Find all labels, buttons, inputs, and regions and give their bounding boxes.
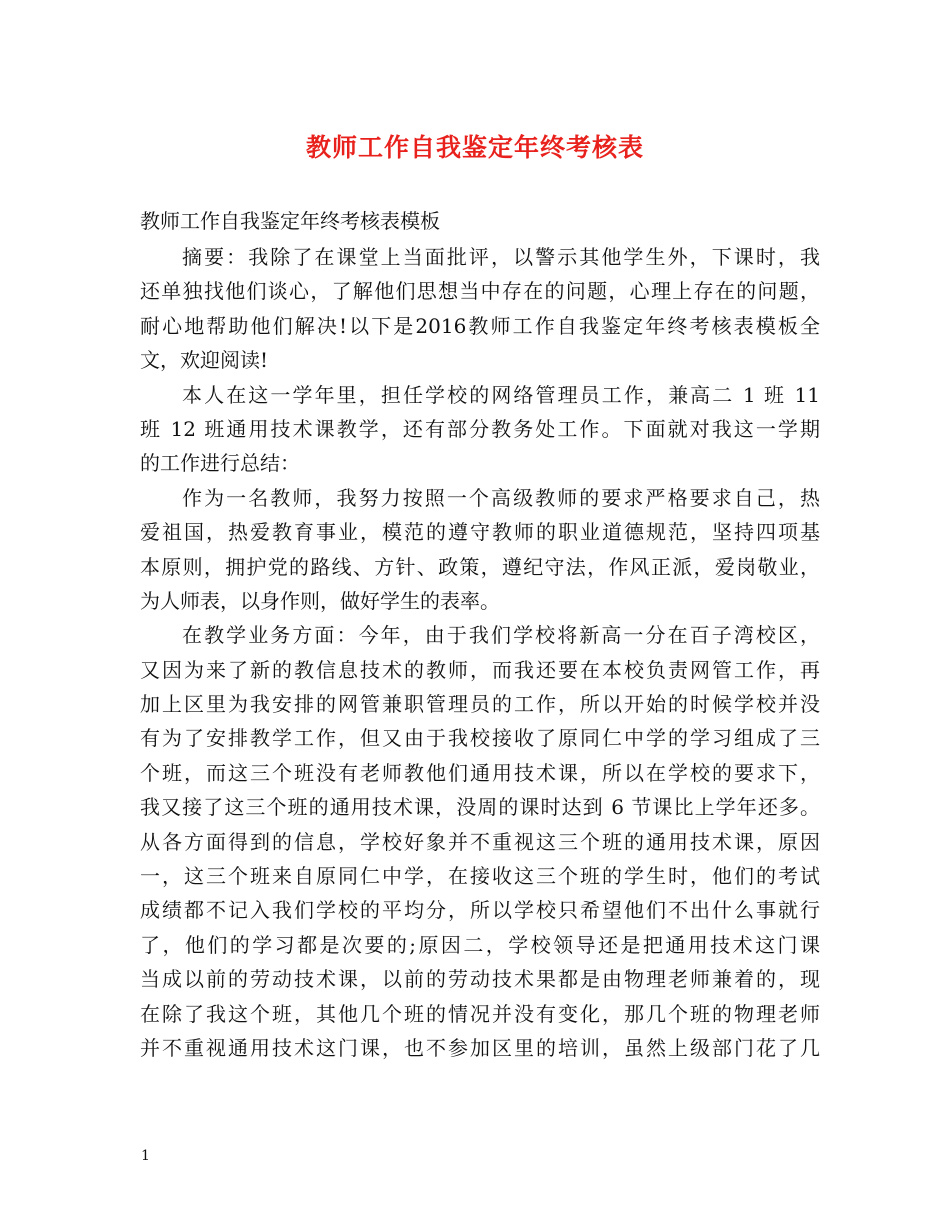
paragraph-line: 并不重视通用技术这门课，也不参加区里的培训，虽然上级部门花了几 [140, 1035, 820, 1060]
page-number: 1 [141, 1148, 150, 1164]
paragraph-line: 我又接了这三个班的通用技术课，没周的课时达到 6 节课比上学年还多。 [140, 795, 820, 820]
document-subtitle: 教师工作自我鉴定年终考核表模板 [140, 209, 440, 233]
paragraph-line: 作为一名教师，我努力按照一个高级教师的要求严格要求自己，热 [182, 485, 820, 510]
paragraph-line: 当成以前的劳动技术课，以前的劳动技术果都是由物理老师兼着的，现 [140, 967, 820, 992]
paragraph-line: 加上区里为我安排的网管兼职管理员的工作，所以开始的时候学校并没 [140, 692, 820, 717]
paragraph-line: 在教学业务方面：今年，由于我们学校将新高一分在百子湾校区， [182, 623, 820, 648]
paragraph-line: 耐心地帮助他们解决!以下是2016教师工作自我鉴定年终考核表模板全 [140, 313, 820, 338]
paragraph-line: 个班，而这三个班没有老师教他们通用技术课，所以在学校的要求下， [140, 760, 820, 785]
paragraph-line: 从各方面得到的信息，学校好象并不重视这三个班的通用技术课，原因 [140, 829, 820, 854]
paragraph-line: 一，这三个班来自原同仁中学，在接收这三个班的学生时，他们的考试 [140, 864, 820, 889]
paragraph-line: 在除了我这个班，其他几个班的情况并没有变化，那几个班的物理老师 [140, 1001, 820, 1026]
paragraph-line: 有为了安排教学工作，但又由于我校接收了原同仁中学的学习组成了三 [140, 726, 820, 751]
paragraph-line: 又因为来了新的教信息技术的教师，而我还要在本校负责网管工作，再 [140, 657, 820, 682]
paragraph-line: 摘要：我除了在课堂上当面批评，以警示其他学生外，下课时，我 [182, 245, 820, 269]
paragraph-line: 的工作进行总结： [140, 451, 300, 476]
paragraph-line: 班 12 班通用技术课教学，还有部分教务处工作。下面就对我这一学期 [140, 416, 820, 441]
document-body [140, 240, 820, 1065]
paragraph-line: 为人师表，以身作则，做好学生的表率。 [140, 588, 500, 613]
paragraph-line: 本原则，拥护党的路线、方针、政策，遵纪守法，作风正派，爱岗敬业， [140, 554, 820, 579]
paragraph-line: 成绩都不记入我们学校的平均分，所以学校只希望他们不出什么事就行 [140, 898, 820, 923]
paragraph-line: 文，欢迎阅读! [140, 348, 269, 373]
paragraph-line: 本人在这一学年里，担任学校的网络管理员工作，兼高二 1 班 11 [182, 382, 820, 407]
paragraph-line: 爱祖国，热爱教育事业，模范的遵守教师的职业道德规范，坚持四项基 [140, 520, 820, 545]
document-title: 教师工作自我鉴定年终考核表 [305, 133, 644, 162]
paragraph-line: 还单独找他们谈心，了解他们思想当中存在的问题，心理上存在的问题， [140, 279, 820, 304]
paragraph-line: 了，他们的学习都是次要的;原因二，学校领导还是把通用技术这门课 [140, 932, 820, 957]
